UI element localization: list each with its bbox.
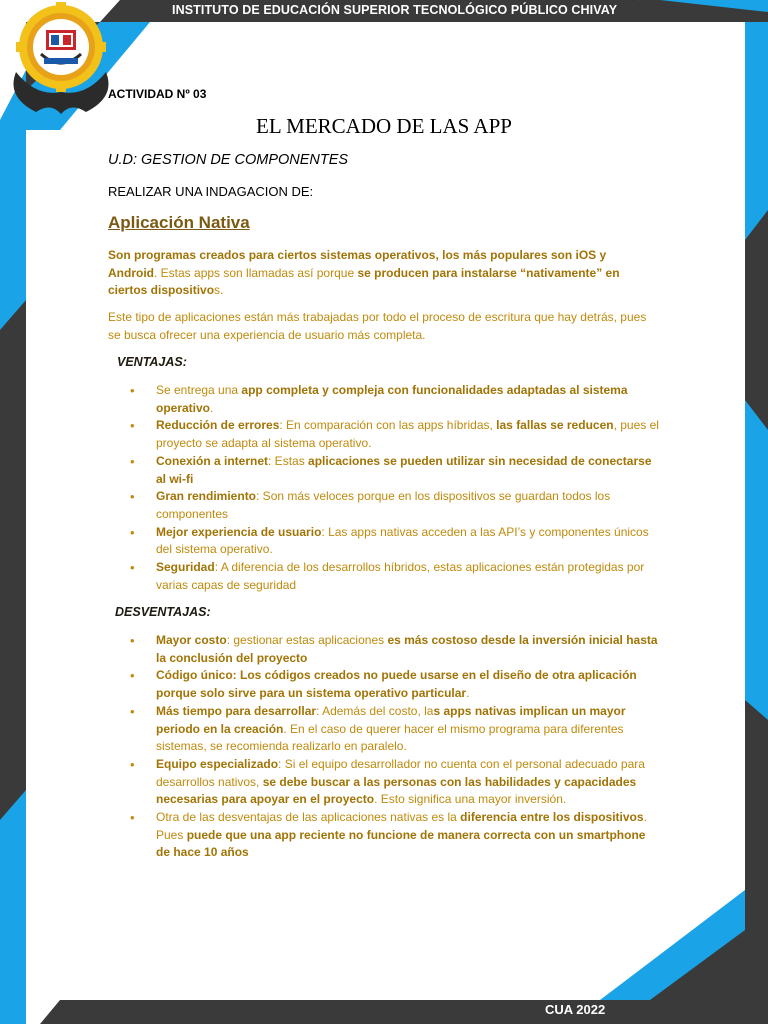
list-item [130, 703, 660, 756]
footer-label: CUA 2022 [545, 1002, 606, 1017]
intro-text-b: . Estas apps son llamadas así porque [154, 265, 358, 280]
desventajas-list [130, 632, 660, 862]
list-item [130, 382, 660, 417]
item-bold: aplicaciones se pueden utilizar sin necesidad de conectarse al wi-fi [156, 453, 652, 486]
item-text: : En comparación con las apps híbridas, [279, 418, 497, 433]
list-item [130, 667, 660, 702]
list-item [130, 524, 660, 559]
item-text: . [210, 400, 214, 415]
activity-number: ACTIVIDAD Nº 03 [108, 87, 207, 101]
item-text: : A diferencia de los desarrollos híbridos, estas aplicaciones están protegidas por varias capas de seguridad [156, 560, 645, 592]
item-bold: Más tiempo para desarrollar [156, 703, 317, 718]
item-text: : Si el equipo desarrollador no cuenta con el personal adecuado para desarrollos nativos, [156, 756, 645, 789]
item-text: : Las apps nativas acceden a las API’s y componentes únicos del sistema operativo. [156, 524, 649, 557]
item-bold: Conexión a internet [156, 453, 269, 468]
item-text: : Estas [268, 453, 309, 468]
institution-logo-icon [6, 2, 116, 117]
detail-paragraph: Este tipo de aplicaciones están más trabajadas por todo el proceso de escritura que hay detrás, pues se busca ofrecer una experiencia de usuario más completa. [108, 310, 647, 342]
item-text: . [466, 686, 470, 701]
list-item [130, 559, 660, 594]
ventajas-list [130, 382, 660, 594]
item-text: : Son más veloces porque en los dispositivos se guardan todos los componentes [156, 489, 611, 521]
item-bold: es más costoso desde la inversión inicial hasta la conclusión del proyecto [156, 633, 658, 665]
item-text: , pues el proyecto se adapta al sistema operativo. [156, 418, 659, 451]
item-text: . Pues [156, 810, 647, 842]
document-title: EL MERCADO DE LAS APP [256, 114, 512, 138]
item-bold: Equipo especializado [156, 756, 279, 771]
item-text: : Además del costo, la [316, 703, 434, 718]
section-title: Aplicación Nativa [108, 213, 250, 232]
item-text: . En el caso de querer hacer el mismo programa para diferentes sistemas, se recomienda realizarlo en paralelo. [156, 721, 624, 754]
item-bold: diferencia entre los dispositivos [460, 810, 644, 825]
list-item [130, 417, 660, 452]
instruction-text: REALIZAR UNA INDAGACION DE: [108, 184, 314, 199]
item-bold: puede que una app reciente no funcione de manera correcta con un smartphone de hace 10 años [156, 827, 646, 860]
item-text: Se entrega una [156, 383, 242, 397]
item-bold: app completa y compleja con funcionalidades adaptadas al sistema operativo [156, 383, 628, 415]
list-item [130, 632, 660, 667]
intro-paragraph [108, 247, 656, 300]
didactic-unit: U.D: GESTION DE COMPONENTES [108, 152, 349, 168]
item-bold: Reducción de errores [156, 418, 280, 433]
item-bold: Mejor experiencia de usuario [156, 524, 322, 539]
intro-text-d: s. [214, 283, 224, 297]
ventajas-heading: VENTAJAS: [117, 355, 187, 369]
item-text: . Esto significa una mayor inversión. [374, 792, 567, 807]
item-bold: Gran rendimiento [156, 489, 257, 504]
list-item [130, 453, 660, 488]
list-item [130, 488, 660, 523]
item-bold: las fallas se reducen [496, 418, 614, 433]
intro-bold-a: Son programas creados para ciertos sistemas operativos, los más populares son iOS y Android [108, 248, 607, 280]
item-bold: Mayor costo [156, 633, 227, 647]
item-bold: Código único: Los códigos creados no puede usarse en el diseño de otra aplicación porque solo sirve para un sistema operativo particular [156, 668, 637, 701]
institution-header: INSTITUTO DE EDUCACIÓN SUPERIOR TECNOLÓGICO PÚBLICO CHIVAY [172, 3, 618, 17]
item-bold: se debe buscar a las personas con las habilidades y capacidades necesarias para apoyar en el proyecto [156, 774, 637, 807]
list-item [130, 809, 660, 862]
desventajas-heading: DESVENTAJAS: [115, 605, 211, 619]
item-text: Otra de las desventajas de las aplicaciones nativas es la [156, 810, 461, 825]
intro-bold-c: se producen para instalarse “nativamente” en ciertos dispositivo [108, 265, 620, 297]
item-bold: s apps nativas implican un mayor periodo en la creación [156, 703, 626, 736]
list-item [130, 756, 660, 809]
item-text: : gestionar estas aplicaciones [226, 633, 388, 647]
item-bold: Seguridad [156, 560, 215, 575]
